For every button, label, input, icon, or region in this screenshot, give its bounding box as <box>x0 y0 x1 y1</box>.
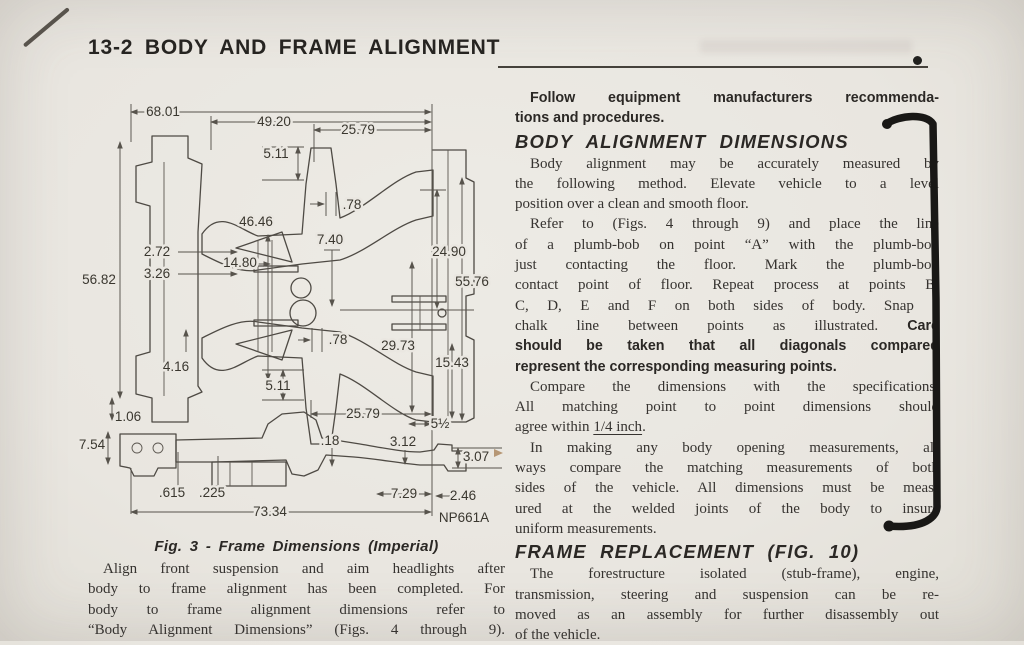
section-heading-body-alignment: BODY ALIGNMENT DIMENSIONS <box>515 130 849 152</box>
frame-side-view <box>120 412 466 486</box>
text-line: chalk line between points as illustrated. Care <box>515 317 939 334</box>
dimension-label: 25.79 <box>341 122 375 137</box>
text-line: sides of the vehicle. All dimensions must be meas- <box>515 480 939 497</box>
ink-bleedthrough <box>700 40 912 53</box>
text-line: Align front suspension and aim headlights after <box>103 561 505 577</box>
text-line: In making any body opening measurements, al- <box>530 439 939 456</box>
dimension-label: 56.82 <box>82 272 116 287</box>
text-line: “Body Alignment Dimensions” (Figs. 4 through 9). <box>88 621 505 638</box>
dimension-label: 2.72 <box>143 244 171 259</box>
dimension-label: 5.11 <box>263 146 289 161</box>
text-line: of the vehicle. <box>515 627 601 644</box>
dimension-label: 14.80 <box>223 255 257 270</box>
dimension-label: 49.20 <box>257 114 291 129</box>
dimension-label: 46.46 <box>239 214 273 229</box>
dimension-label: 2.46 <box>449 488 477 503</box>
pen-slash-mark <box>23 7 70 47</box>
dimension-label: .18 <box>320 433 340 448</box>
text-line: transmission, steering and suspension can be re- <box>515 586 939 603</box>
text-line: ured at the welded joints of the body to insure <box>515 500 939 517</box>
paragraph-body-alignment-4 <box>515 438 939 539</box>
paragraph-body-alignment-3 <box>515 377 939 438</box>
text-line: All matching point to point dimensions should <box>515 399 939 416</box>
dimension-label: 55.76 <box>455 274 489 289</box>
text-line: moved as an assembly for further disassembly out <box>515 606 939 623</box>
paragraph-body-alignment-1 <box>515 154 939 215</box>
dimension-label: 29.73 <box>381 338 415 353</box>
dimension-label: 3.26 <box>143 266 171 281</box>
dimension-label: 4.16 <box>162 359 190 374</box>
dimension-label: 3.07 <box>462 449 490 464</box>
text-line: should be taken that all diagonals compared <box>515 338 939 355</box>
dimension-label: 7.40 <box>316 232 344 247</box>
header-bullet-dot <box>913 56 922 65</box>
text-line: body to frame alignment dimensions refer to <box>88 601 505 618</box>
header-rule <box>498 66 928 68</box>
text-line: just contacting the floor. Mark the plumb-bob <box>515 257 939 274</box>
text-line: of a plumb-bob on point “A” with the plumb-bob <box>515 236 939 253</box>
text-line: uniform measurements. <box>515 520 657 537</box>
dimension-label: 1.06 <box>114 409 142 424</box>
dimension-label: 73.34 <box>253 504 287 519</box>
intro-note <box>515 88 939 129</box>
text-line: Refer to (Figs. 4 through 9) and place the line <box>530 216 939 233</box>
dimension-label: 25.79 <box>346 406 380 421</box>
text-line: The forestructure isolated (stub-frame), engine, <box>530 566 939 583</box>
text-line: Body alignment may be accurately measured by <box>530 155 939 172</box>
text-line: represent the corresponding measuring points. <box>515 358 837 375</box>
dimension-label: NP661A <box>438 510 490 525</box>
text-line: C, D, E and F on both sides of body. Snap a <box>515 297 939 314</box>
text-line: contact point of floor. Repeat process at points B, <box>515 277 939 294</box>
dimension-label: 5½ <box>430 416 450 431</box>
figure-caption: Fig. 3 - Frame Dimensions (Imperial) <box>154 538 439 555</box>
section-heading-frame-replacement: FRAME REPLACEMENT (FIG. 10) <box>515 541 860 563</box>
right-column <box>515 88 939 645</box>
small-tan-mark <box>494 449 503 457</box>
dimension-label: 5.11 <box>265 378 291 393</box>
text-line: ways compare the matching measurements of both <box>515 460 939 477</box>
left-column-paragraph <box>88 559 505 640</box>
frame-plan-view <box>136 136 474 444</box>
dimension-label: .78 <box>342 197 362 212</box>
text-line: Follow equipment manufacturers recommenda- <box>530 90 939 106</box>
text-line: tions and procedures. <box>515 110 665 127</box>
dimension-label: 3.12 <box>389 434 417 449</box>
dimension-label: .78 <box>328 332 348 347</box>
dimension-label: 7.54 <box>78 437 106 452</box>
dimension-label: 68.01 <box>146 104 180 119</box>
dimension-label: .615 <box>158 485 186 500</box>
text-line: position over a clean and smooth floor. <box>515 196 749 213</box>
page-header-title: 13-2 BODY AND FRAME ALIGNMENT <box>88 36 501 59</box>
paragraph-body-alignment-2 <box>515 214 939 376</box>
dimension-label: 24.90 <box>432 244 466 259</box>
frame-dimensions-diagram <box>55 85 515 537</box>
text-line: body to frame alignment has been completed. For <box>88 581 505 598</box>
dimension-label: 7.29 <box>390 486 418 501</box>
dimension-label: .225 <box>198 485 226 500</box>
text-line: Compare the dimensions with the specifications. <box>530 378 939 395</box>
dimension-label: 15.43 <box>435 355 469 370</box>
paragraph-frame-replacement <box>515 564 939 645</box>
text-line: agree within 1/4 inch. <box>515 419 646 436</box>
text-line: the following method. Elevate vehicle to a level <box>515 175 939 192</box>
